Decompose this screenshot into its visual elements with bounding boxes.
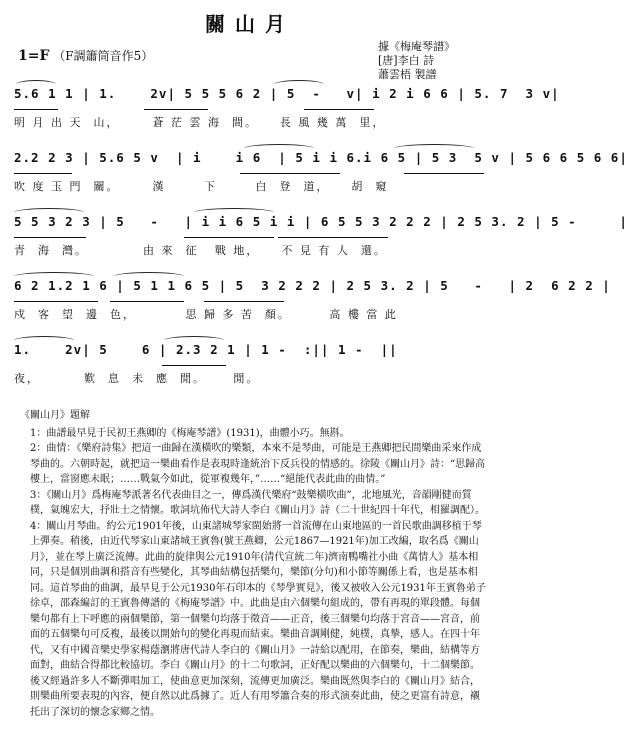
notation-line: 5.6 1 1 | 1. 2v| 5 5 5 6 2 | 5 - v| i 2 i 6 6 | 5. 7 3 v| <box>14 86 560 101</box>
notation-line: 6 2 1.2 1 6 | 5 1 1 6 5 | 5 3 2 2 2 | 2 5 3. 2 | 5 - | 2 6 2 2 | <box>14 278 611 293</box>
slur-mark <box>14 336 74 345</box>
key-note: （F調簫筒音作5） <box>53 49 154 63</box>
beam-line <box>110 301 184 302</box>
page-title: 關山月 <box>205 12 295 36</box>
lyrics-line: 戍 客 望 邊 色， 思 歸 多 苦 顏。 高 樓 當 此 <box>14 308 398 321</box>
slur-mark <box>394 144 474 153</box>
notes-paragraph: 4：關山月琴曲。約公元1901年後，山東諸城琴家閩始將一首流傳在山東地區的一首民歌曲調移植于琴上彈奏。稍後，由近代琴家山東諸城王賓魯(號王燕卿，公元1867—1921年)加工改編，取名爲《關山月》，並在琴上廣泛流傳。此曲的旋律與公元1910年(清代宣統二年)濟南鴨嘴社小曲《萬情人》基本相同，只是個別曲調和搭音有些變化，其琴曲結構包括樂句，樂節(分句)和小節等關係上看，也是基本相同。這首琴曲的曲調，最早見于公元1930年石印本的《琴學實見》，後又被收入公元1931年王賓魯弟子徐卓，邵森編訂的王賓魯傳譜的《梅庵琴譜》中。此曲是由六個樂句組成的，帶有再現的單段體。每個樂句都有上下呼應的兩個樂節，第一個樂句均落于徵音——正音，後三個樂句均落于宮音——宮音，前面的五個樂句可反複，最後以開始句的變化再現而結束。樂曲音調剛健，純樸，真摯，感人。在四十年代，又有中國音樂史學家楊蔭瀏將唐代詩人李白的《關山月》一詩給以配用，在節奏，樂曲，結構等方面對，曲結合得都比較協切。李白《關山月》的十二句歌詞，正好配以樂曲的六個樂句，十二個樂節。後又經過許多人不斷彈唱加工，使曲意更加深刻，流傳更加廣泛。樂曲既然與李白的《關山月》結合，則樂曲所要表現的內容，便自然以此爲據了。近人有用琴簫合奏的形式演奏此曲，使之更富有詩意，襯托出了深切的懷念家鄉之情。 <box>30 520 486 718</box>
beam-line <box>14 237 86 238</box>
slur-mark <box>244 144 314 153</box>
beam-line <box>162 365 226 366</box>
lyrics-line: 明 月 出 天 山， 蒼 茫 雲 海 間。 長 風 幾 萬 里， <box>14 116 386 129</box>
notation-line: 2.2 2 3 | 5.6 5 v | i i 6 | 5 i i 6.i 6 5 | 5 3 5 v | 5 6 6 5 6 6| <box>14 150 628 165</box>
notation-line: 5 5 3 2 3 | 5 - | i i 6 5 i i | 6 5 5 3 2 2 2 | 2 5 3. 2 | 5 - | <box>14 214 628 229</box>
score-row <box>14 214 628 270</box>
notation-line: 1. 2v| 5 6 | 2.3 2 1 | 1 - :|| 1 - || <box>14 342 398 357</box>
beam-line <box>14 301 98 302</box>
lyrics-line: 吹 度 玉 門 關。 漢 下 白 登 道， 胡 窺 <box>14 180 389 193</box>
beam-line <box>14 109 58 110</box>
score-row <box>14 342 486 398</box>
credit-arranger: 蕭雲梧 製譜 <box>378 68 437 81</box>
notes-paragraph: 3：《關山月》爲梅庵琴派著名代表曲目之一，傳爲漢代樂府“鼓樂橫吹曲”，北地風光，音韻剛健而質樸，氣魄宏大，抒壯士之情懷。歌詞坑佈代大詩人李白《關山月》詩（二十世紀四十年代，相羅調配）。 <box>30 489 485 516</box>
beam-line <box>204 301 284 302</box>
notes-section <box>20 408 486 720</box>
slur-mark <box>164 336 224 345</box>
lyrics-line: 夜， 歎 息 未 應 閒。 閒。 <box>14 372 260 385</box>
key-label: 1=F <box>18 48 50 64</box>
score-row <box>14 86 560 142</box>
lyrics-line: 青 海 灣。 由 來 征 戰 地， 不 見 有 人 還。 <box>14 244 387 257</box>
score-row <box>14 150 628 206</box>
beam-line <box>14 173 72 174</box>
slur-mark <box>274 80 324 89</box>
key-signature <box>18 47 153 64</box>
beam-line <box>304 109 374 110</box>
notes-paragraph: 2：曲情：《樂府詩集》把這一曲歸在漢橫吹的樂類，本來不是琴曲，可能是王燕卿把民間樂曲采來作成琴曲的。六朝時起，就把這一樂曲看作是表現時逢統治下反兵役的情感的。徐陵《關山月》詩：“思歸高樓上，當窗應未眠；……戰氣今如此，從軍複幾年，”……“絕能代表此曲的曲情。” <box>30 443 486 485</box>
slur-mark <box>114 272 184 281</box>
beam-line <box>184 237 274 238</box>
beam-line <box>278 237 388 238</box>
slur-mark <box>14 272 94 281</box>
credits <box>378 40 488 82</box>
score-row <box>14 278 611 334</box>
slur-mark <box>16 80 56 89</box>
beam-line <box>240 173 340 174</box>
slur-mark <box>194 208 274 217</box>
notes-title: 《關山月》題解 <box>20 410 90 421</box>
beam-line <box>144 109 208 110</box>
credit-source: 據《梅庵琴譜》 <box>378 40 455 53</box>
beam-line <box>404 173 484 174</box>
credit-poet: [唐]李白 詩 <box>378 54 435 67</box>
slur-mark <box>14 208 84 217</box>
notes-paragraph: 1：曲譜最早見于民初王燕卿的《梅庵琴譜》(1931)，曲體小巧。無斟。 <box>30 427 350 439</box>
